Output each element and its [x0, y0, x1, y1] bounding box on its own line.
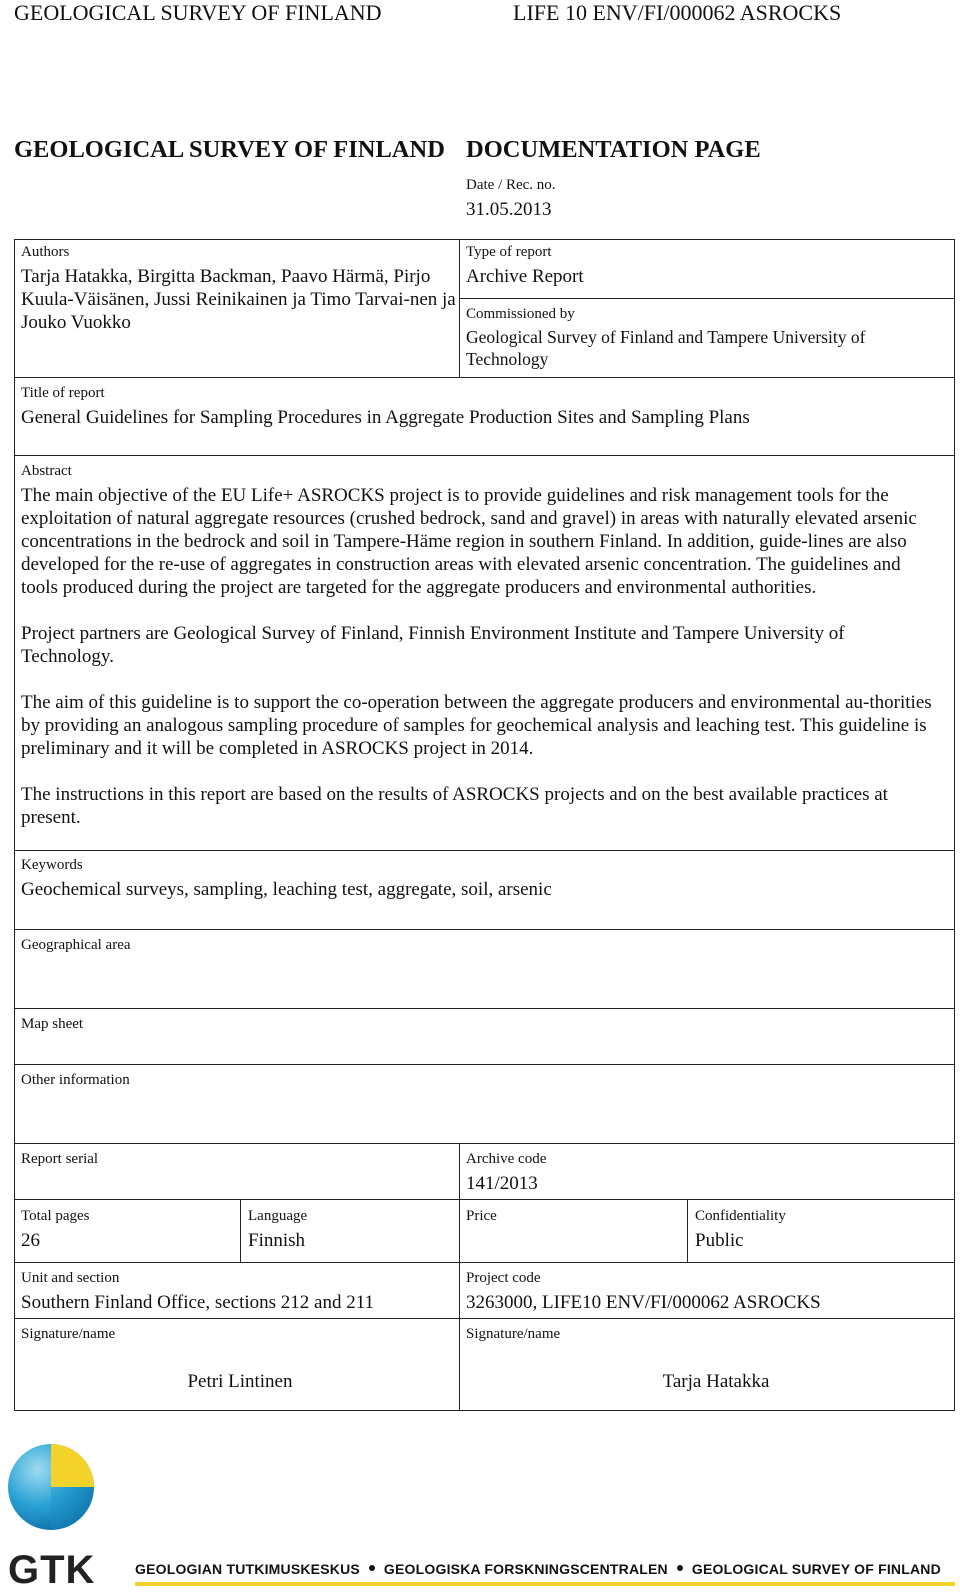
abstract-paragraph: The main objective of the EU Life+ ASROCKS project is to provide guidelines and risk management tools for the exploitation of natural aggregate resources (crushed bedrock, sand and gravel) in areas with naturally elevated arsenic concentrations in the bedrock and soil in Tampere-Häme region in southern Finland. In addition, guide-lines are also developed for the re-use of aggregates in construction areas with elevated arsenic concentration. The guidelines and tools produced during the project are targeted for the aggregate producers and environmental authorities. [21, 485, 917, 598]
type-of-report-value: Archive Report [466, 266, 584, 287]
geographical-area-label: Geographical area [21, 937, 131, 953]
divider [459, 239, 460, 377]
signature-right-label: Signature/name [466, 1326, 561, 1342]
footer-name-swedish: GEOLOGISKA FORSKNINGSCENTRALEN [383, 1561, 668, 1577]
bullet-icon [369, 1565, 375, 1571]
divider [14, 1318, 955, 1319]
unit-section-label: Unit and section [21, 1270, 120, 1286]
unit-section-value: Southern Finland Office, sections 212 and 211 [21, 1292, 375, 1313]
footer-name-finnish: GEOLOGIAN TUTKIMUSKESKUS [135, 1561, 360, 1577]
other-information-label: Other information [21, 1072, 130, 1088]
divider [459, 298, 955, 299]
map-sheet-label: Map sheet [21, 1016, 84, 1032]
divider [14, 1064, 955, 1065]
abstract-body [21, 484, 939, 852]
project-code-label: Project code [466, 1270, 541, 1286]
gtk-logo-text: GTK [8, 1548, 96, 1592]
confidentiality-value: Public [695, 1230, 744, 1251]
commissioned-by-value: Geological Survey of Finland and Tampere University of Technology [466, 327, 866, 369]
signature-right-name: Tarja Hatakka [662, 1371, 770, 1392]
type-of-report-label: Type of report [466, 244, 552, 260]
divider [240, 1199, 241, 1262]
divider [459, 1143, 460, 1411]
abstract-paragraph: The aim of this guideline is to support the co-operation between the aggregate producers and environmental au-thorities by providing an analogous sampling procedure of samples for geochemical analysis and leaching test. This guideline is preliminary and it will be completed in ASROCKS project in 2014. [21, 692, 932, 759]
signature-left-name: Petri Lintinen [187, 1371, 293, 1392]
archive-code-label: Archive code [466, 1151, 547, 1167]
divider [14, 1262, 955, 1263]
footer-name-english: GEOLOGICAL SURVEY OF FINLAND [691, 1561, 941, 1577]
documentation-page-title: DOCUMENTATION PAGE [466, 136, 761, 163]
footer-organization-names [135, 1561, 941, 1577]
abstract-label: Abstract [21, 463, 72, 479]
bullet-icon [677, 1565, 683, 1571]
date-value: 31.05.2013 [466, 199, 552, 220]
abstract-paragraph: The instructions in this report are based on the results of ASROCKS projects and on the best available practices at present. [21, 784, 888, 828]
divider [14, 1008, 955, 1009]
language-value: Finnish [248, 1230, 306, 1251]
running-header-right: LIFE 10 ENV/FI/000062 ASROCKS [513, 0, 842, 25]
commissioned-by-label: Commissioned by [466, 306, 575, 322]
price-label: Price [466, 1208, 497, 1224]
report-serial-label: Report serial [21, 1151, 99, 1167]
gtk-globe-logo-icon [6, 1442, 96, 1532]
total-pages-label: Total pages [21, 1208, 90, 1224]
abstract-paragraph: Project partners are Geological Survey of Finland, Finnish Environment Institute and Tampere University of Technology. [21, 623, 845, 667]
title-of-report-value: General Guidelines for Sampling Procedures in Aggregate Production Sites and Sampling Plans [21, 407, 750, 428]
divider [14, 1199, 955, 1200]
archive-code-value: 141/2013 [466, 1173, 538, 1194]
language-label: Language [248, 1208, 308, 1224]
confidentiality-label: Confidentiality [695, 1208, 786, 1224]
total-pages-value: 26 [21, 1230, 40, 1251]
date-label: Date / Rec. no. [466, 177, 556, 193]
signature-left-label: Signature/name [21, 1326, 116, 1342]
footer-yellow-rule [135, 1582, 955, 1586]
authors-value: Tarja Hatakka, Birgitta Backman, Paavo Härmä, Pirjo Kuula-Väisänen, Jussi Reinikainen ja Timo Tarvai-nen ja Jouko Vuokko [21, 266, 456, 333]
project-code-value: 3263000, LIFE10 ENV/FI/000062 ASROCKS [466, 1292, 821, 1313]
keywords-label: Keywords [21, 857, 83, 873]
divider [14, 377, 955, 378]
divider [14, 929, 955, 930]
divider [14, 1143, 955, 1144]
title-of-report-label: Title of report [21, 385, 105, 401]
authors-label: Authors [21, 244, 70, 260]
organization-title: GEOLOGICAL SURVEY OF FINLAND [14, 136, 445, 163]
keywords-value: Geochemical surveys, sampling, leaching test, aggregate, soil, arsenic [21, 879, 552, 900]
divider [14, 455, 955, 456]
running-header-left: GEOLOGICAL SURVEY OF FINLAND [14, 0, 382, 25]
divider [687, 1199, 688, 1262]
